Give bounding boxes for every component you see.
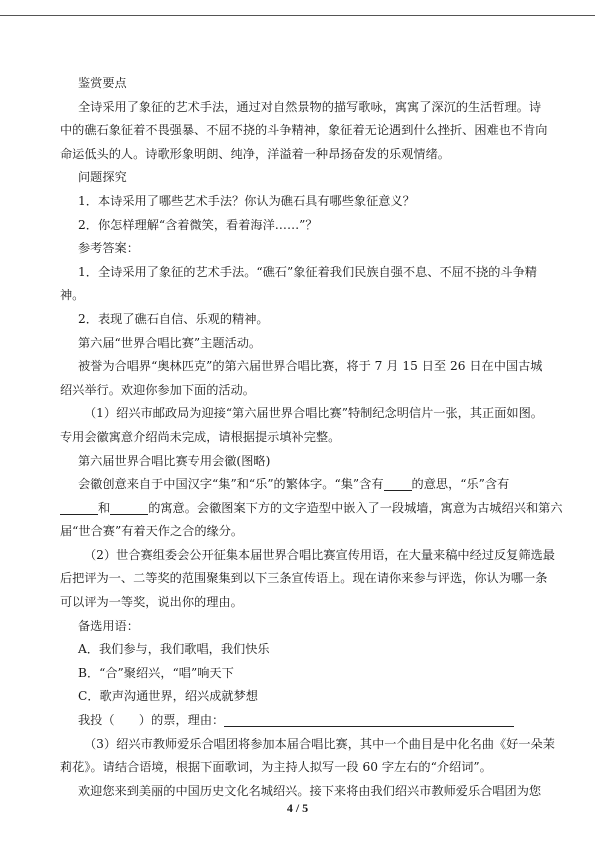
paragraph-line: 绍兴举行。欢迎你参加下面的活动。 xyxy=(60,382,255,397)
reason-blank[interactable] xyxy=(224,712,514,727)
emblem-text-before: 会徽创意来自于中国汉字“集”和“乐”的繁体字。“集”含有 xyxy=(78,477,384,492)
paragraph-line: 中的礁石象征着不畏强暴、不屈不挠的斗争精神，象征着无论遇到什么挫折、困难也不肯向 xyxy=(60,123,548,138)
option-b: B．“合”聚绍兴，“唱”响天下 xyxy=(78,665,234,680)
emblem-text-after: 的寓意。会徽图案下方的文字造型中嵌入了一段城墙，寓意为古城绍兴和第六 xyxy=(148,500,563,515)
option-a: A．我们参与，我们歌唱，我们快乐 xyxy=(78,642,270,657)
emblem-fill-line-1 xyxy=(60,473,540,497)
paragraph-line: 届“世合赛”有着天作之合的缘分。 xyxy=(60,524,244,539)
fill-blank-1[interactable] xyxy=(384,476,412,491)
question-1: 1．本诗采用了哪些艺术手法？你认为礁石具有哪些象征意义？ xyxy=(78,193,415,208)
task-3-prompt: （3）绍兴市教师爱乐合唱团将参加本届合唱比赛，其中一个曲目是中化名曲《好一朵茉 xyxy=(84,736,555,751)
paragraph-line: 莉花》。请结合语境，根据下面歌词，为主持人拟写一段 60 字左右的“介绍词”。 xyxy=(60,760,492,775)
answer-1: 1．全诗采用了象征的艺术手法。“礁石”象征着我们民族自强不息、不屈不挠的斗争精 xyxy=(78,264,537,279)
emblem-caption: 第六届世界合唱比赛专用会徽(图略) xyxy=(78,453,271,468)
answer-1-continued: 神。 xyxy=(60,288,85,303)
section-heading-appreciation: 鉴赏要点 xyxy=(78,76,127,90)
emblem-text-and: 和 xyxy=(98,500,111,515)
vote-text: 我投（ ）的票，理由： xyxy=(78,713,225,728)
header-rule xyxy=(0,15,595,16)
paragraph-line: 后把评为一、二等奖的范围聚集到以下三条宣传语上。现在请你来参与评选，你认为哪一条 xyxy=(60,571,548,586)
option-c: C．歌声沟通世界，绍兴成就梦想 xyxy=(78,689,258,704)
fill-blank-2[interactable] xyxy=(60,500,98,515)
paragraph-line: 专用会徽寓意介绍尚未完成，请根据提示填补完整。 xyxy=(60,429,341,444)
task-1-prompt: （1）绍兴市邮政局为迎接“第六届世界合唱比赛”特制纪念明信片一张，其正面如图。 xyxy=(84,406,543,421)
emblem-text-middle: 的意思，“乐”含有 xyxy=(411,477,510,492)
paragraph-line: 可以评为一等奖，说出你的理由。 xyxy=(60,595,243,610)
task-2-prompt: （2）世合赛组委会公开征集本届世界合唱比赛宣传用语，在大量来稿中经过反复筛选最 xyxy=(84,547,555,562)
paragraph-line: 全诗采用了象征的艺术手法，通过对自然景物的描写歌咏，寓寓了深沉的生活哲理。诗 xyxy=(78,99,542,114)
question-2: 2．你怎样理解“含着微笑，看着海洋……”？ xyxy=(78,217,318,232)
page-body xyxy=(60,72,563,803)
paragraph-line: 欢迎您来到美丽的中国历史文化名城绍兴。接下来将由我们绍兴市教师爱乐合唱团为您 xyxy=(78,783,542,798)
paragraph-line: 被誉为合唱界“奥林匹克”的第六届世界合唱比赛，将于 7 月 15 日至 26 日在中国古城 xyxy=(78,359,543,374)
activity-title: 第六届“世界合唱比赛”主题活动。 xyxy=(78,335,262,350)
section-heading-answers: 参考答案： xyxy=(78,241,139,256)
section-heading-questions: 问题探究 xyxy=(78,170,127,185)
page-number: 4 / 5 xyxy=(286,801,309,815)
vote-line xyxy=(60,709,540,733)
options-heading: 备选用语： xyxy=(78,618,139,633)
paragraph-line: 命运低头的人。诗歌形象明朗、纯净，洋溢着一种昂扬奋发的乐观情绪。 xyxy=(60,146,450,161)
emblem-fill-line-2 xyxy=(60,497,563,521)
fill-blank-3[interactable] xyxy=(110,500,148,515)
answer-2: 2．表现了礁石自信、乐观的精神。 xyxy=(78,311,269,326)
